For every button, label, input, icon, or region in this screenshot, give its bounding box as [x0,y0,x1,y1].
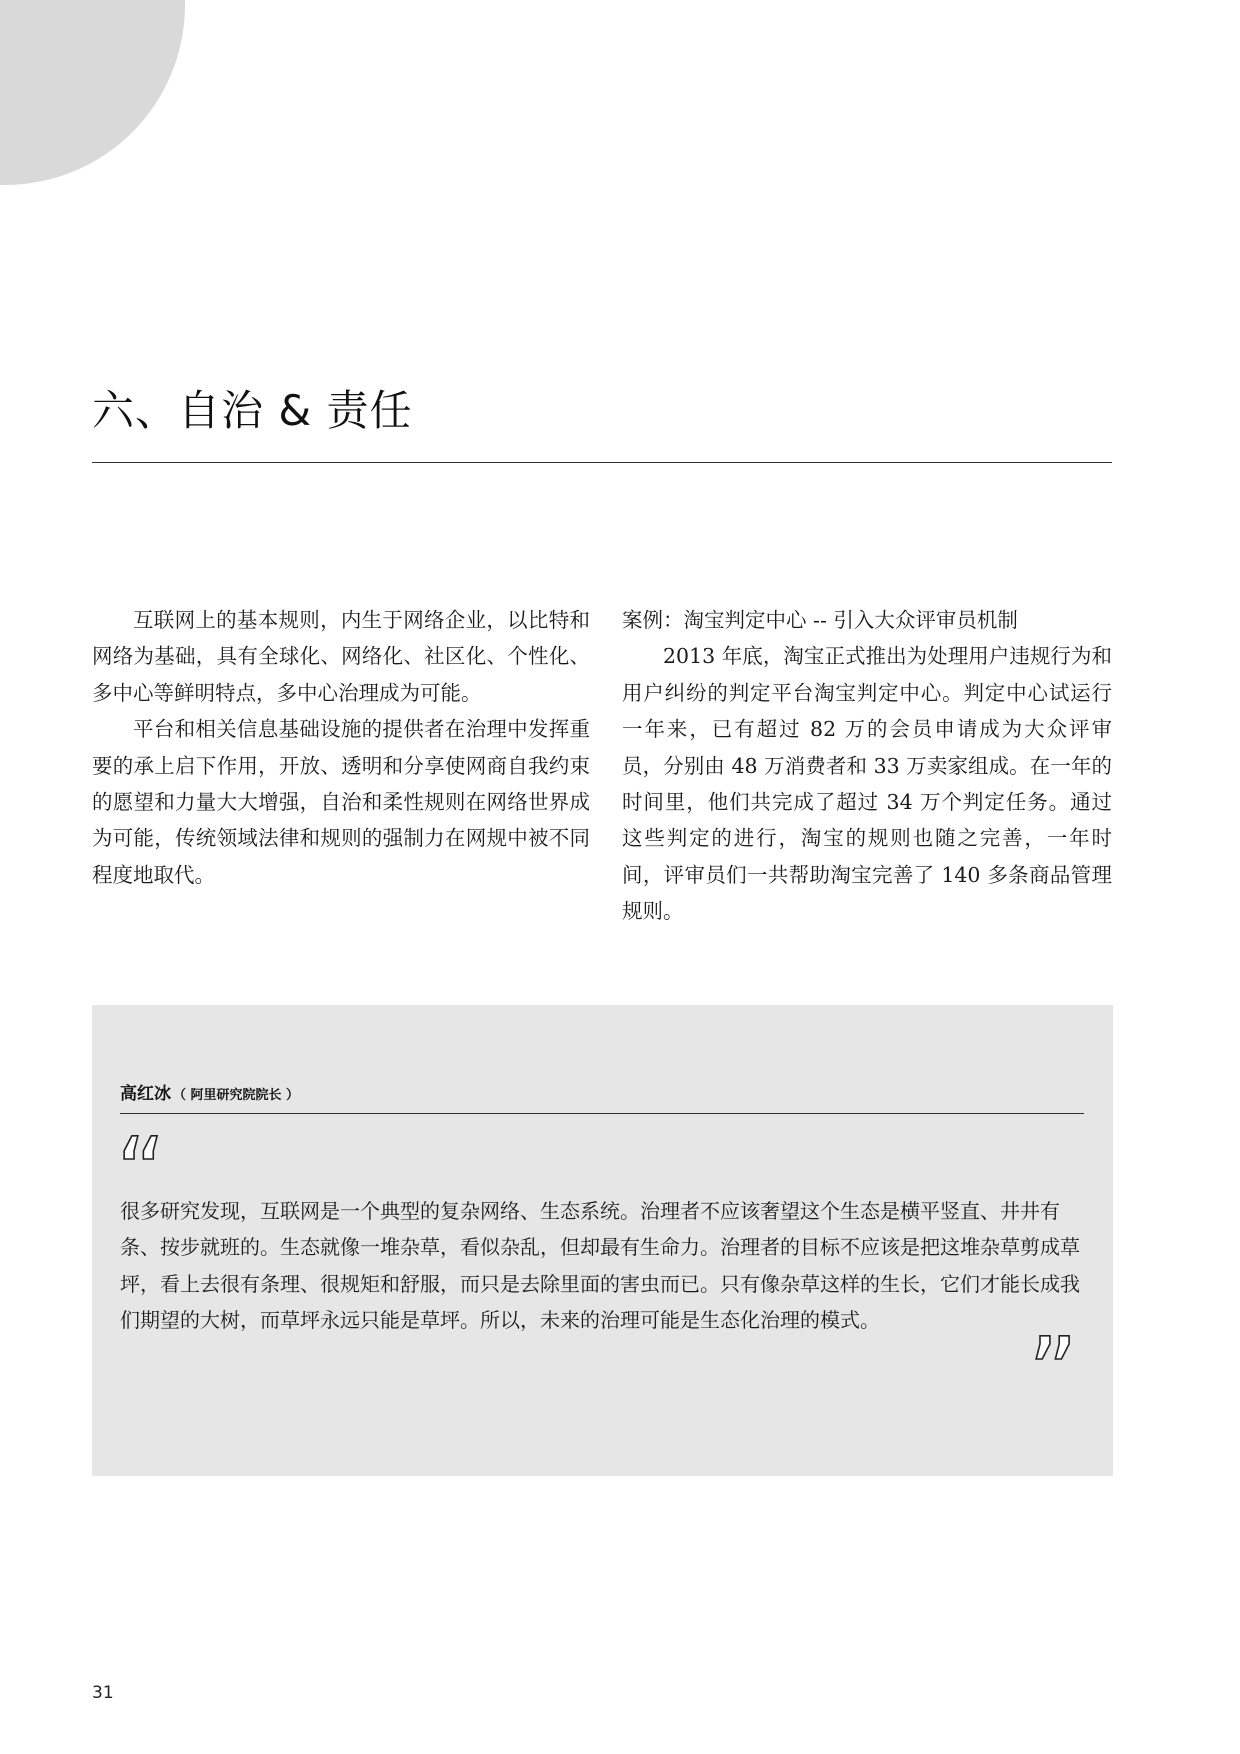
open-quote-icon: “ [116,1117,166,1229]
speaker-name: 高红冰 [120,1084,171,1104]
title-divider [92,462,1112,463]
body-paragraph: 平台和相关信息基础设施的提供者在治理中发挥重要的承上启下作用，开放、透明和分享使网商自我约束的愿望和力量大大增强，自治和柔性规则在网络世界成为可能，传统领域法律和规则的强制力在网规中被不同程度地取代。 [92,717,590,887]
close-quote-icon: ” [1028,1317,1078,1429]
body-paragraph: 互联网上的基本规则，内生于网络企业，以比特和网络为基础，具有全球化、网络化、社区化、个性化、多中心等鲜明特点，多中心治理成为可能。 [92,608,590,705]
case-study-paragraph: 2013 年底，淘宝正式推出为处理用户违规行为和用户纠纷的判定平台淘宝判定中心。判定中心试运行一年来，已有超过 82 万的会员申请成为大众评审员，分别由 48 万消费者和 33 万卖家组成。在一年的时间里，他们共完成了超过 34 万个判定任务。通过这些判定的进行，淘宝的规则也随之完善，一年时间，评审员们一共帮助淘宝完善了 140 多条商品管理规则。 [622,644,1112,924]
speaker-divider [120,1113,1084,1114]
page-number: 31 [92,1683,114,1703]
left-column [92,602,590,893]
speaker-role: （ 阿里研究院院长 ） [173,1088,300,1103]
case-study-title: 案例：淘宝判定中心 -- 引入大众评审员机制 [622,608,1018,632]
section-title: 六、自治 & 责任 [92,386,413,435]
corner-decoration [0,0,185,185]
quote-text: 很多研究发现，互联网是一个典型的复杂网络、生态系统。治理者不应该奢望这个生态是横平竖直、井井有条、按步就班的。生态就像一堆杂草，看似杂乱，但却最有生命力。治理者的目标不应该是把这堆杂草剪成草坪，看上去很有条理、很规矩和舒服，而只是去除里面的害虫而已。只有像杂草这样的生长，它们才能长成我们期望的大树，而草坪永远只能是草坪。所以，未来的治理可能是生态化治理的模式。 [120,1199,1080,1333]
quote-box [92,1005,1113,1476]
quote-speaker [120,1079,299,1104]
case-study-column [622,602,1112,930]
